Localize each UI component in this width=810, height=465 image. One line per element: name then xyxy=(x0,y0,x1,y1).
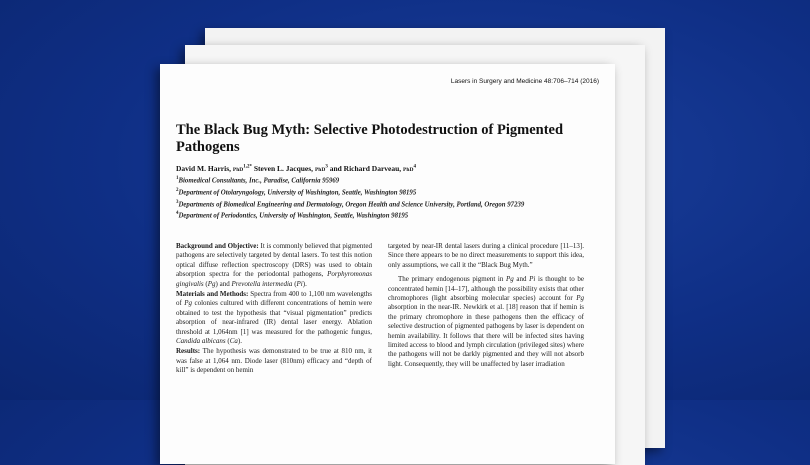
journal-citation: Lasers in Surgery and Medicine 48:706–714 (2016) xyxy=(450,78,599,85)
affiliation-2: $^2$Department of Otolaryngology, University of Washington, Seattle, Washington 98195 xyxy=(176,187,417,197)
author-2: Steven L. Jacques, PhD$^3$ xyxy=(253,164,328,173)
intro-paragraph-1: targeted by near-IR dental lasers during a clinical procedure [11–13]. Since there appears to be no direct measurements to support this idea, only assumptions, we call it the “Black Bug Myth.” xyxy=(388,242,584,269)
author-list xyxy=(176,164,606,173)
paper-front-page xyxy=(160,64,615,464)
introduction-column xyxy=(388,242,584,370)
intro-paragraph-2: The primary endogenous pigment in Pg and Pi is thought to be concentrated hemin [14–17], although the possibility exists that other chromophores (light absorbing molecular species) account for Pg absorption in the near-IR. Newkirk et al. [18] reason that if hemin is the primary chromophore in these pathogens then the efficacy of selective destruction of pigmented pathogens by laser is dependent on hemin availability. It follows that there will be infected sites having limited access to blood and lymph circulation (privileged sites) where the pathogens will not be darkly pigmented and they will not absorb light. Consequently, they will be unaffected by laser irradiation xyxy=(388,275,584,368)
abstract-results: Results: The hypothesis was demonstrated to be true at 810 nm, it was false at 1,064 nm. Diode laser (810nm) efficacy and “depth of kill” is dependent on hemin xyxy=(176,347,372,375)
paper-title: The Black Bug Myth: Selective Photodestruction of Pigmented Pathogens xyxy=(176,122,564,155)
affiliation-1: $^1$Biomedical Consultants, Inc., Paradise, California 95969 xyxy=(176,176,340,185)
abstract-background: Background and Objective: It is commonly believed that pigmented pathogens are selectively targeted by dental lasers. To test this notion optical diffuse reflection spectroscopy (DRS) was used to obtain absorption spectra for the periodontal pathogens, Porphyromonas gingivalis (Pg) and Prevotella intermedia (Pi). xyxy=(176,242,372,288)
affiliation-3: $^3$Departments of Biomedical Engineering and Dermatology, Oregon Health and Science University, Portland, Oregon 97239 xyxy=(176,199,525,208)
author-1: David M. Harris, PhD$^{1,2*}$ xyxy=(176,164,253,173)
affiliation-4: $^4$Department of Periodontics, University of Washington, Seattle, Washington 98195 xyxy=(176,211,409,220)
abstract-column xyxy=(176,242,372,377)
abstract-methods: Materials and Methods: Spectra from 400 to 1,100 nm wavelengths of Pg colonies cultured with different concentrations of hemin were obtained to test the hypothesis that “visual pigmentation” predicts absorption of near-infrared (IR) dental laser energy. Ablation threshold at 1,064nm [1] was measured for the pathogenic fungus, Candida albicans (Ca). xyxy=(176,290,372,346)
author-3: and Richard Darveau, PhD$^4$ xyxy=(329,164,416,173)
affiliations xyxy=(176,174,606,221)
